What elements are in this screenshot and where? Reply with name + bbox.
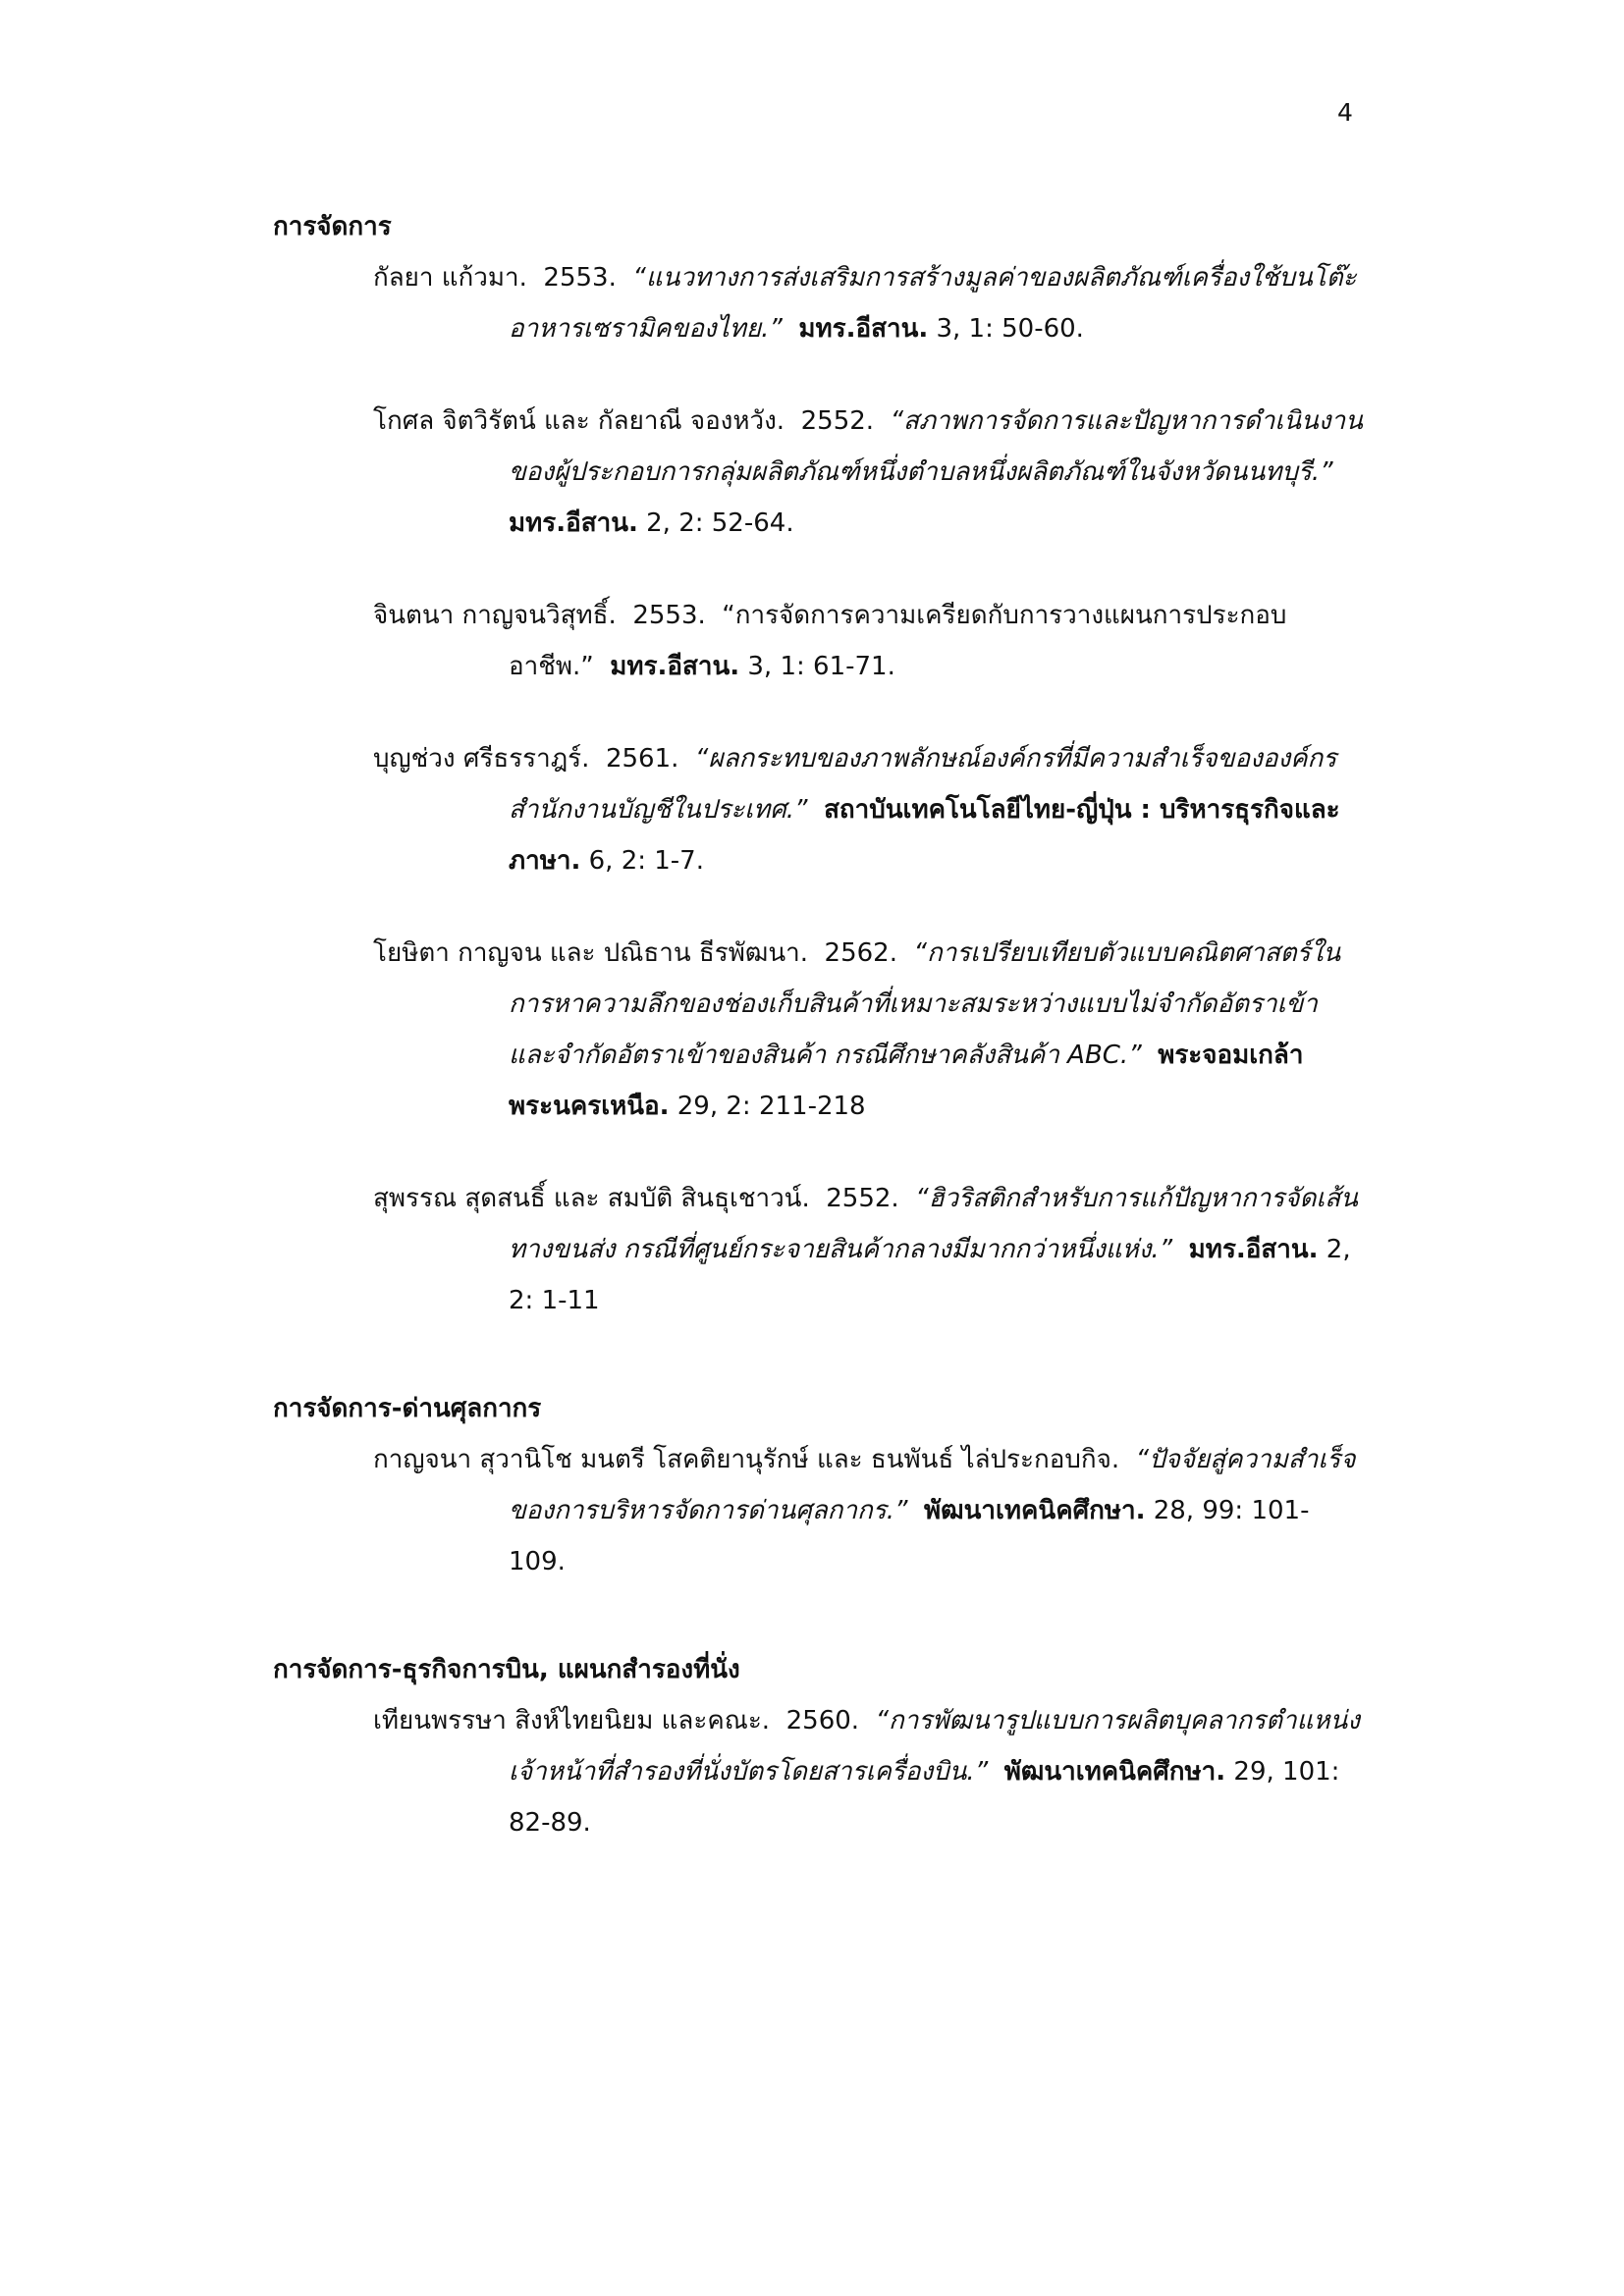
reference-journal: สถาบันเทคโนโลยีไทย-ญี่ปุ่น : บริหารธุรกิจและภาษา. (509, 795, 1340, 876)
reference-journal: มทร.อีสาน. (610, 652, 740, 681)
reference-title: “ผลกระทบของภาพลักษณ์องค์กรที่มีความสำเร็จขององค์กรสำนักงานบัญชีในประเทศ.” (509, 744, 1337, 825)
reference-year: 2552. (826, 1184, 899, 1213)
reference-journal: พระจอมเกล้าพระนครเหนือ. (509, 1041, 1304, 1121)
reference-journal: พัฒนาเทคนิคศึกษา. (924, 1496, 1146, 1525)
reference-authors: กัลยา แก้วมา. (373, 263, 527, 293)
reference-authors: เทียนพรรษา สิงห์ไทยนิยม และคณะ. (373, 1706, 771, 1735)
reference-entry (273, 1434, 1363, 1587)
reference-details: 28, 99: 101-109. (509, 1496, 1310, 1576)
reference-title: “ฮิวริสติกสำหรับการแก้ปัญหาการจัดเส้นทางขนส่ง กรณีที่ศูนย์กระจายสินค้ากลางมีมากกว่าหนึ่งแห่ง.” (509, 1184, 1358, 1264)
reference-year: 2562. (824, 938, 897, 968)
reference-entry (273, 1695, 1363, 1848)
reference-entry (273, 252, 1363, 354)
section-management (273, 201, 1363, 1326)
section-heading: การจัดการ (273, 212, 392, 241)
reference-journal: มทร.อีสาน. (1188, 1235, 1319, 1264)
reference-details: 3, 1: 50-60. (936, 314, 1084, 344)
reference-entry (273, 396, 1363, 549)
reference-year: 2553. (543, 263, 617, 293)
reference-authors: กาญจนา สุวานิโช มนตรี โสคติยานุรักษ์ และ ธนพันธ์ ไล่ประกอบกิจ. (373, 1445, 1120, 1474)
section-heading: การจัดการ-ด่านศุลกากร (273, 1394, 542, 1423)
reference-details: 29, 101: 82-89. (509, 1757, 1340, 1838)
reference-title: “แนวทางการส่งเสริมการสร้างมูลค่าของผลิตภัณฑ์เครื่องใช้บนโต๊ะอาหารเซรามิคของไทย.” (509, 263, 1357, 344)
reference-year: 2553. (632, 601, 706, 630)
reference-details: 3, 1: 61-71. (747, 652, 895, 681)
reference-details: 29, 2: 211-218 (677, 1092, 866, 1121)
reference-year: 2560. (785, 1706, 860, 1735)
section-aviation-management (273, 1644, 1363, 1848)
reference-year: 2552. (800, 406, 875, 436)
reference-entry (273, 1173, 1363, 1326)
reference-entry (273, 928, 1363, 1132)
reference-details: 2, 2: 52-64. (646, 508, 794, 538)
reference-details: 2, 2: 1-11 (509, 1235, 1351, 1315)
reference-entry (273, 733, 1363, 886)
reference-details: 6, 2: 1-7. (588, 846, 704, 876)
reference-title: “การพัฒนารูปแบบการผลิตบุคลากรตำแหน่งเจ้าหน้าที่สำรองที่นั่งบัตรโดยสารเครื่องบิน.” (509, 1706, 1360, 1787)
section-customs-management (273, 1383, 1363, 1587)
reference-journal: มทร.อีสาน. (509, 508, 638, 538)
reference-title: “สภาพการจัดการและปัญหาการดำเนินงานของผู้ประกอบการกลุ่มผลิตภัณฑ์หนึ่งตำบลหนึ่งผลิตภัณฑ์ในจังหวัดนนทบุรี.” (509, 406, 1363, 487)
reference-authors: โกศล จิตวิรัตน์ และ กัลยาณี จองหวัง. (373, 406, 785, 436)
reference-journal: พัฒนาเทคนิคศึกษา. (1003, 1757, 1226, 1787)
reference-authors: โยษิตา กาญจน และ ปณิธาน ธีรพัฒนา. (373, 938, 809, 968)
bibliography (273, 201, 1363, 1905)
reference-year: 2561. (605, 744, 679, 774)
reference-authors: จินตนา กาญจนวิสุทธิ์. (373, 601, 617, 630)
reference-title: “การจัดการความเครียดกับการวางแผนการประกอบอาชีพ.” (509, 601, 1287, 681)
reference-journal: มทร.อีสาน. (798, 314, 929, 344)
reference-authors: บุญช่วง ศรีธรราฎร์. (373, 744, 590, 774)
reference-title: “การเปรียบเทียบตัวแบบคณิตศาสตร์ในการหาความลึกของช่องเก็บสินค้าที่เหมาะสมระหว่างแบบไม่จำกัดอัตราเข้าและจำกัดอัตราเข้าของสินค้า กรณีศึกษาคลังสินค้า ABC.” (509, 938, 1341, 1070)
reference-authors: สุพรรณ สุดสนธิ์ และ สมบัติ สินธุเชาวน์. (373, 1184, 810, 1213)
section-heading: การจัดการ-ธุรกิจการบิน, แผนกสำรองที่นั่ง (273, 1655, 740, 1684)
page-number: 4 (1337, 98, 1353, 127)
reference-entry (273, 590, 1363, 692)
reference-title: “ปัจจัยสู่ความสำเร็จของการบริหารจัดการด่านศุลกากร.” (509, 1445, 1356, 1525)
